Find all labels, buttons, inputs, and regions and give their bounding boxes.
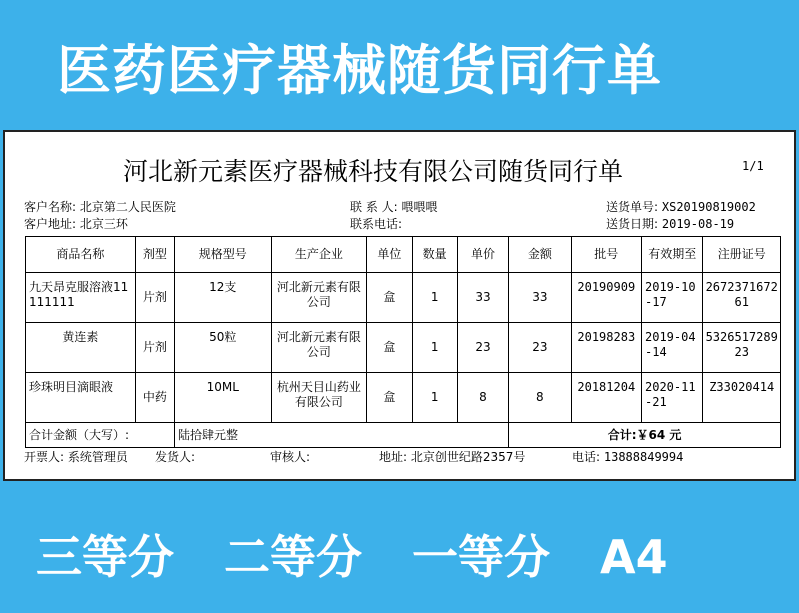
table-header-row xyxy=(26,237,781,273)
address-label: 地址: xyxy=(379,450,408,464)
header-unit-price: 单价 xyxy=(457,237,508,273)
header-manufacturer: 生产企业 xyxy=(271,237,367,273)
delivery-number-value: XS20190819002 xyxy=(661,200,756,214)
items-table xyxy=(25,236,781,448)
top-banner xyxy=(0,0,799,128)
issuer-info xyxy=(24,448,128,465)
option-whole: 一等分 xyxy=(412,530,551,584)
total-amount-sum: 合计:￥64 元 xyxy=(509,423,781,448)
customer-name-value: 北京第二人民医院 xyxy=(79,200,176,214)
issuer-label: 开票人: xyxy=(24,450,65,464)
cell-expiry-date: 2020-11-21 xyxy=(642,373,703,423)
cell-dosage-form: 片剂 xyxy=(135,273,174,323)
table-row xyxy=(26,273,781,323)
bottom-banner xyxy=(0,483,799,613)
cell-quantity: 1 xyxy=(412,273,457,323)
cell-specification: 10ML xyxy=(174,373,271,423)
cell-unit: 盒 xyxy=(367,273,412,323)
delivery-date-label: 送货日期: xyxy=(606,217,659,231)
header-specification: 规格型号 xyxy=(174,237,271,273)
customer-name-info xyxy=(24,198,176,215)
issuer-value: 系统管理员 xyxy=(67,450,128,464)
cell-quantity: 1 xyxy=(412,373,457,423)
cell-registration-number: Z33020414 xyxy=(703,373,781,423)
customer-address-value: 北京三环 xyxy=(79,217,128,231)
cell-dosage-form: 中药 xyxy=(135,373,174,423)
option-thirds: 三等分 xyxy=(36,530,174,584)
header-quantity: 数量 xyxy=(412,237,457,273)
reviewer-label: 审核人: xyxy=(270,450,311,464)
delivery-date-info xyxy=(606,215,734,232)
cell-amount: 8 xyxy=(509,373,571,423)
cell-unit: 盒 xyxy=(367,323,412,373)
cell-unit-price: 33 xyxy=(457,273,508,323)
header-batch-number: 批号 xyxy=(571,237,641,273)
cell-batch-number: 20181204 xyxy=(571,373,641,423)
cell-product-name: 九天昂克服溶液11111111 xyxy=(26,273,136,323)
cell-amount: 33 xyxy=(509,273,571,323)
cell-unit-price: 23 xyxy=(457,323,508,373)
footer-phone-label: 电话: xyxy=(572,450,601,464)
cell-expiry-date: 2019-10-17 xyxy=(642,273,703,323)
phone-label: 联系电话: xyxy=(350,217,403,231)
footer-phone-info xyxy=(572,448,683,465)
address-info xyxy=(379,448,525,465)
cell-manufacturer: 河北新元素有限公司 xyxy=(271,323,367,373)
cell-batch-number: 20198283 xyxy=(571,323,641,373)
contact-info xyxy=(350,198,438,215)
customer-address-label: 客户地址: xyxy=(24,217,77,231)
total-amount-label: 合计金额（大写）: xyxy=(26,423,175,448)
customer-address-info xyxy=(24,215,128,232)
delivery-number-info xyxy=(606,198,756,215)
delivery-note-sheet xyxy=(3,130,796,481)
header-dosage-form: 剂型 xyxy=(135,237,174,273)
cell-amount: 23 xyxy=(509,323,571,373)
cell-product-name: 珍珠明目滴眼液 xyxy=(26,373,136,423)
header-unit: 单位 xyxy=(367,237,412,273)
contact-value: 喂喂喂 xyxy=(401,200,438,214)
contact-label: 联 系 人: xyxy=(350,200,398,214)
cell-manufacturer: 河北新元素有限公司 xyxy=(271,273,367,323)
footer-phone-value: 13888849994 xyxy=(603,450,684,464)
cell-unit-price: 8 xyxy=(457,373,508,423)
total-amount-words: 陆拾肆元整 xyxy=(174,423,508,448)
cell-specification: 50粒 xyxy=(174,323,271,373)
cell-batch-number: 20190909 xyxy=(571,273,641,323)
customer-name-label: 客户名称: xyxy=(24,200,77,214)
shipper-info xyxy=(155,448,195,465)
header-product-name: 商品名称 xyxy=(26,237,136,273)
cell-registration-number: 532651728923 xyxy=(703,323,781,373)
paper-size-options xyxy=(36,521,668,587)
option-halves: 二等分 xyxy=(224,530,363,584)
header-registration-number: 注册证号 xyxy=(703,237,781,273)
header-expiry-date: 有效期至 xyxy=(642,237,703,273)
option-a4: A4 xyxy=(600,530,668,584)
cell-dosage-form: 片剂 xyxy=(135,323,174,373)
delivery-number-label: 送货单号: xyxy=(606,200,659,214)
cell-quantity: 1 xyxy=(412,323,457,373)
shipper-label: 发货人: xyxy=(155,450,196,464)
cell-product-name: 黄连素 xyxy=(26,323,136,373)
banner-title: 医药医疗器械随货同行单 xyxy=(57,39,662,102)
phone-info xyxy=(350,215,402,232)
total-row xyxy=(26,423,781,448)
table-row xyxy=(26,323,781,373)
address-value: 北京创世纪路2357号 xyxy=(410,450,526,464)
document-title: 河北新元素医疗器械科技有限公司随货同行单 xyxy=(123,157,624,186)
page-number: 1/1 xyxy=(742,159,764,173)
cell-manufacturer: 杭州天目山药业有限公司 xyxy=(271,373,367,423)
table-row xyxy=(26,373,781,423)
header-amount: 金额 xyxy=(509,237,571,273)
reviewer-info xyxy=(270,448,310,465)
cell-unit: 盒 xyxy=(367,373,412,423)
cell-specification: 12支 xyxy=(174,273,271,323)
cell-expiry-date: 2019-04-14 xyxy=(642,323,703,373)
cell-registration-number: 267237167261 xyxy=(703,273,781,323)
delivery-date-value: 2019-08-19 xyxy=(661,217,735,231)
